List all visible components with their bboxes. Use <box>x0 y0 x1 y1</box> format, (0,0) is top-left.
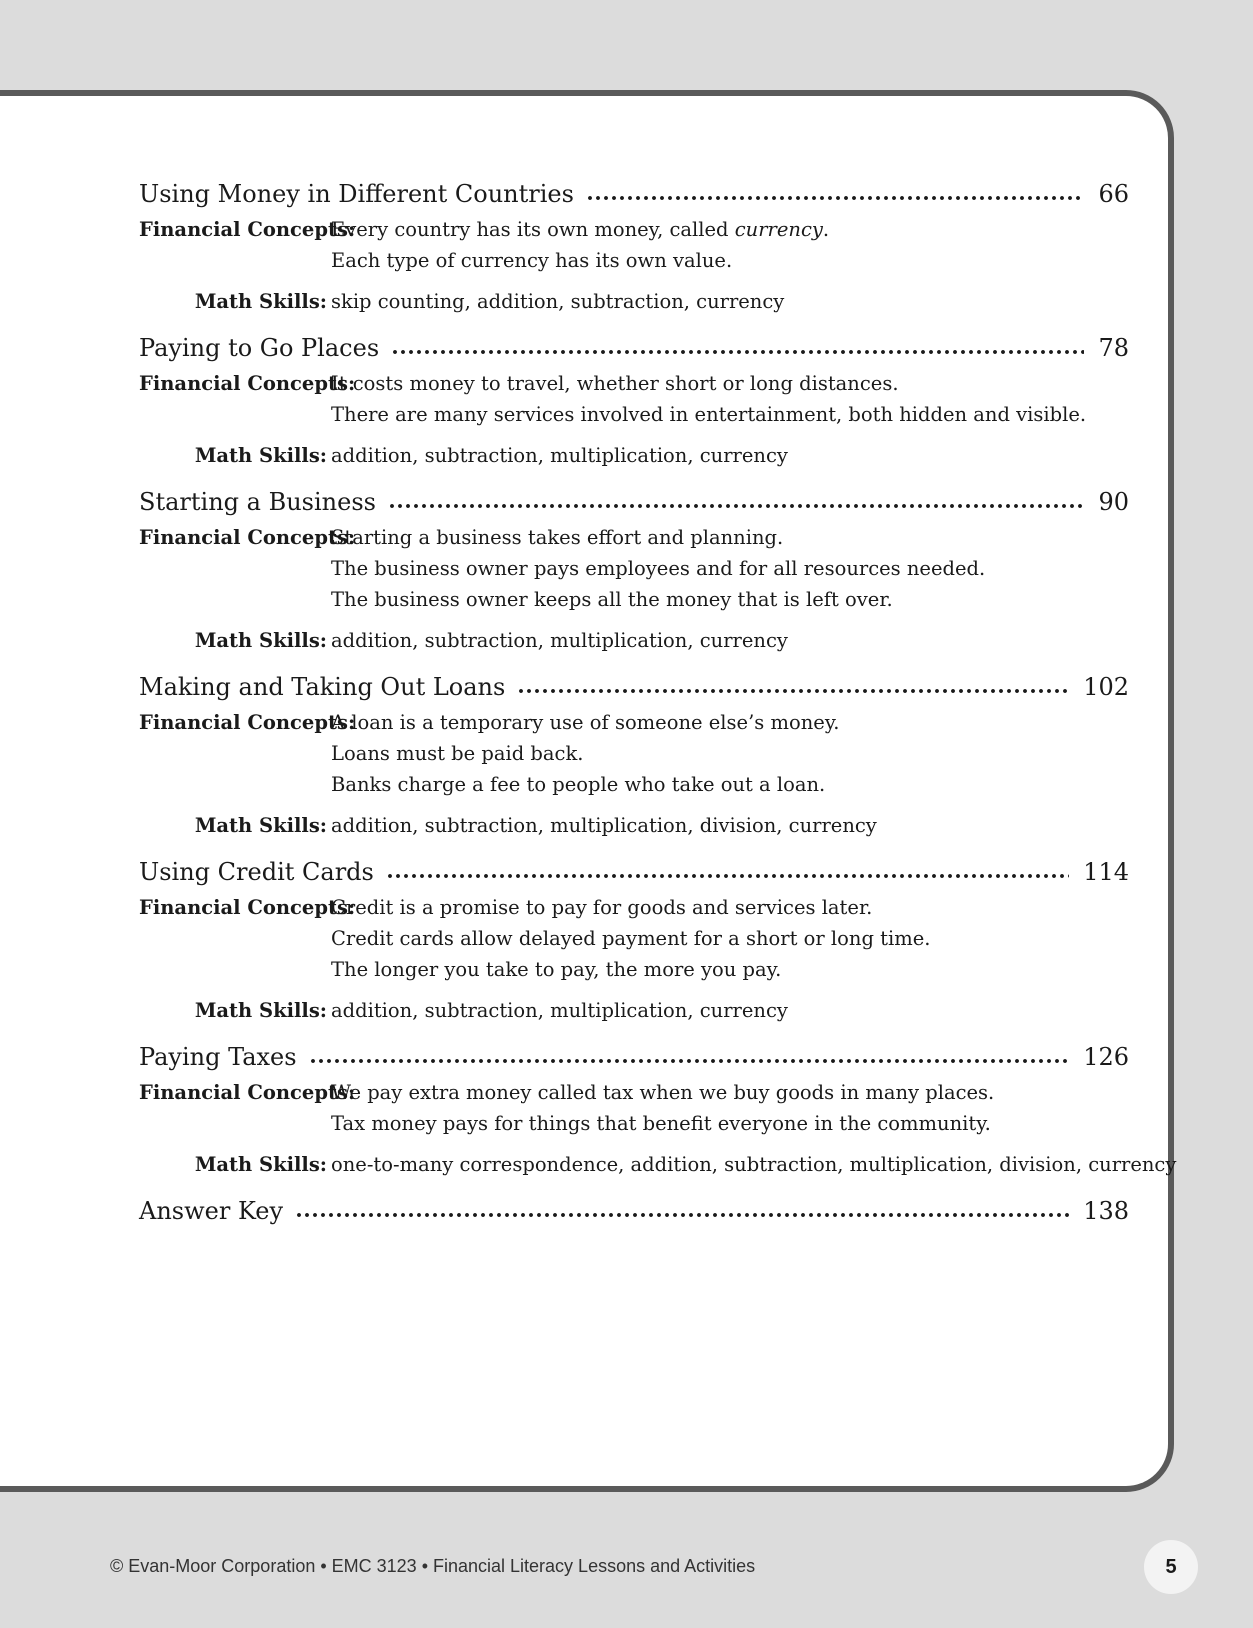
page-number: 5 <box>1165 1555 1177 1578</box>
concept-line: The business owner pays employees and for all resources needed. <box>331 557 986 580</box>
concepts-label: Financial Concepts: <box>139 1081 356 1104</box>
toc-page-number: 78 <box>1098 334 1129 362</box>
math-skills <box>139 286 1129 317</box>
toc-page-number: 126 <box>1083 1043 1129 1071</box>
dot-leader <box>388 503 1085 509</box>
toc-title-row[interactable] <box>139 1191 1129 1231</box>
financial-concepts <box>139 707 1129 800</box>
skills-text: addition, subtraction, multiplication, division, currency <box>331 814 877 837</box>
concepts-lines <box>331 707 1129 800</box>
toc-page-number: 66 <box>1098 180 1129 208</box>
toc-entry <box>139 1037 1177 1180</box>
toc-title: Starting a Business <box>139 488 376 516</box>
skills-text: addition, subtraction, multiplication, currency <box>331 629 788 652</box>
concept-line: A loan is a temporary use of someone else’s money. <box>331 711 840 734</box>
concept-line: The business owner keeps all the money that is left over. <box>331 588 893 611</box>
math-skills <box>139 625 1129 656</box>
toc-title-row[interactable] <box>139 328 1129 368</box>
concepts-label: Financial Concepts: <box>139 218 356 241</box>
concept-line: The longer you take to pay, the more you pay. <box>331 958 782 981</box>
concepts-label: Financial Concepts: <box>139 372 356 395</box>
financial-concepts <box>139 214 1129 276</box>
skills-label: Math Skills: <box>194 629 327 652</box>
concept-line: Tax money pays for things that benefit everyone in the community. <box>331 1112 991 1135</box>
skills-label: Math Skills: <box>194 1153 327 1176</box>
skills-text: one-to-many correspondence, addition, subtraction, multiplication, division, currency <box>331 1153 1177 1176</box>
concept-line: There are many services involved in entertainment, both hidden and visible. <box>331 403 1087 426</box>
skills-text: addition, subtraction, multiplication, currency <box>331 999 788 1022</box>
skills-text: addition, subtraction, multiplication, currency <box>331 444 788 467</box>
toc-entry <box>139 852 1129 1026</box>
toc-entry <box>139 328 1129 471</box>
concept-line: Loans must be paid back. <box>331 742 584 765</box>
concepts-label: Financial Concepts: <box>139 711 356 734</box>
emphasis-term: currency <box>734 218 823 241</box>
concepts-lines <box>331 368 1129 430</box>
toc-title: Making and Taking Out Loans <box>139 673 506 701</box>
toc-entry <box>139 174 1129 317</box>
dot-leader <box>391 349 1084 355</box>
toc-page-number: 114 <box>1083 858 1129 886</box>
skills-label: Math Skills: <box>194 814 327 837</box>
toc-page-number: 90 <box>1098 488 1129 516</box>
toc-title: Paying Taxes <box>139 1043 297 1071</box>
concept-line: Credit cards allow delayed payment for a short or long time. <box>331 927 931 950</box>
table-of-contents <box>139 174 1177 1242</box>
skills-label: Math Skills: <box>194 290 327 313</box>
dot-leader <box>586 195 1085 201</box>
toc-entry <box>139 1191 1129 1231</box>
toc-title: Using Credit Cards <box>139 858 374 886</box>
toc-entry <box>139 667 1129 841</box>
math-skills <box>139 995 1129 1026</box>
dot-leader <box>309 1058 1070 1064</box>
toc-page-number: 102 <box>1083 673 1129 701</box>
concepts-label: Financial Concepts: <box>139 526 356 549</box>
concept-line: Banks charge a fee to people who take out a loan. <box>331 773 826 796</box>
concept-line: We pay extra money called tax when we buy goods in many places. <box>331 1081 995 1104</box>
concepts-lines <box>331 892 1129 985</box>
page-number-badge <box>1144 1540 1198 1594</box>
toc-title-row[interactable] <box>139 667 1129 707</box>
concept-line: Credit is a promise to pay for goods and services later. <box>331 896 873 919</box>
financial-concepts <box>139 1077 1129 1139</box>
toc-entry <box>139 482 1129 656</box>
financial-concepts <box>139 368 1129 430</box>
math-skills <box>139 810 1129 841</box>
concept-line: Every country has its own money, called currency. <box>331 218 830 241</box>
concept-line: It costs money to travel, whether short or long distances. <box>331 372 899 395</box>
financial-concepts <box>139 522 1129 615</box>
skills-label: Math Skills: <box>194 444 327 467</box>
skills-text: skip counting, addition, subtraction, currency <box>331 290 785 313</box>
toc-title-row[interactable] <box>139 174 1129 214</box>
skills-label: Math Skills: <box>194 999 327 1022</box>
toc-page-number: 138 <box>1083 1197 1129 1225</box>
concepts-label: Financial Concepts: <box>139 896 356 919</box>
math-skills <box>139 1149 1177 1180</box>
concept-line: Starting a business takes effort and planning. <box>331 526 784 549</box>
toc-title-row[interactable] <box>139 852 1129 892</box>
dot-leader <box>295 1212 1069 1218</box>
financial-concepts <box>139 892 1129 985</box>
math-skills <box>139 440 1129 471</box>
toc-title: Using Money in Different Countries <box>139 180 574 208</box>
footer-credit: © Evan-Moor Corporation • EMC 3123 • Financial Literacy Lessons and Activities <box>110 1556 756 1576</box>
dot-leader <box>517 688 1069 694</box>
concepts-lines <box>331 214 1129 276</box>
concepts-lines <box>331 522 1129 615</box>
concepts-lines <box>331 1077 1129 1139</box>
toc-title-row[interactable] <box>139 482 1129 522</box>
toc-title: Paying to Go Places <box>139 334 380 362</box>
concept-line: Each type of currency has its own value. <box>331 249 733 272</box>
toc-title: Answer Key <box>139 1197 283 1225</box>
dot-leader <box>386 873 1069 879</box>
toc-title-row[interactable] <box>139 1037 1129 1077</box>
